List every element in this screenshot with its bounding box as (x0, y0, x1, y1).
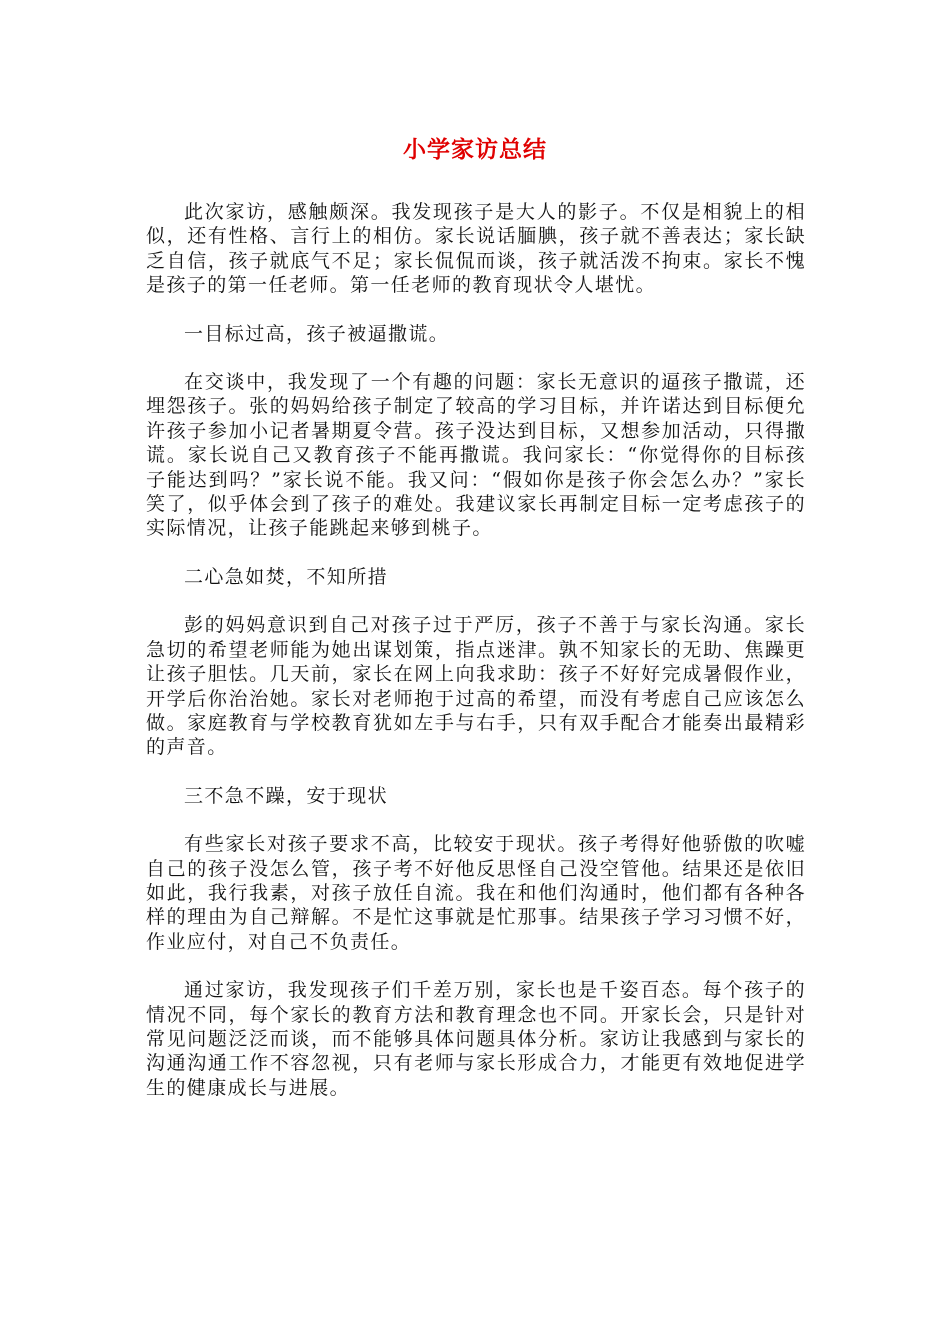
paragraph-intro: 此次家访，感触颇深。我发现孩子是大人的影子。不仅是相貌上的相似，还有性格、言行上的相仿。家长说话腼腆，孩子就不善表达；家长缺乏自信，孩子就底气不足；家长侃侃而谈，孩子就活泼不拘束。家长不愧是孩子的第一任老师。第一任老师的教育现状令人堪忧。 (146, 201, 806, 297)
paragraph-section-2: 彭的妈妈意识到自己对孩子过于严厉，孩子不善于与家长沟通。家长急切的希望老师能为她出谋划策，指点迷津。孰不知家长的无助、焦躁更让孩子胆怯。几天前，家长在网上向我求助：孩子不好好完成暑假作业，开学后你治治她。家长对老师抱于过高的希望，而没有考虑自己应该怎么做。家庭教育与学校教育犹如左手与右手，只有双手配合才能奏出最精彩的声音。 (146, 614, 806, 759)
paragraph-conclusion: 通过家访，我发现孩子们千差万别，家长也是千姿百态。每个孩子的情况不同，每个家长的教育方法和教育理念也不同。开家长会，只是针对常见问题泛泛而谈，而不能够具体问题具体分析。家访让我感到与家长的沟通沟通工作不容忽视，只有老师与家长形成合力，才能更有效地促进学生的健康成长与进展。 (146, 979, 806, 1099)
section-heading-1: 一目标过高，孩子被逼撒谎。 (184, 322, 450, 345)
page-title: 小学家访总结 (403, 137, 547, 163)
section-heading-2: 二心急如焚，不知所措 (184, 565, 389, 588)
section-heading-3: 三不急不躁，安于现状 (184, 784, 389, 807)
paragraph-section-1: 在交谈中，我发现了一个有趣的问题：家长无意识的逼孩子撒谎，还埋怨孩子。张的妈妈给孩子制定了较高的学习目标，并许诺达到目标便允许孩子参加小记者暑期夏令营。孩子没达到目标，又想参加活动，只得撒谎。家长说自己又教育孩子不能再撒谎。我问家长：“你觉得你的目标孩子能达到吗？”家长说不能。我又问：“假如你是孩子你会怎么办？”家长笑了，似乎体会到了孩子的难处。我建议家长再制定目标一定考虑孩子的实际情况，让孩子能跳起来够到桃子。 (146, 371, 806, 540)
document-body (146, 200, 806, 1124)
paragraph-section-3: 有些家长对孩子要求不高，比较安于现状。孩子考得好他骄傲的吹嘘自己的孩子没怎么管，孩子考不好他反思怪自己没空管他。结果还是依旧如此，我行我素，对孩子放任自流。我在和他们沟通时，他们都有各种各样的理由为自己辩解。不是忙这事就是忙那事。结果孩子学习习惯不好，作业应付，对自己不负责任。 (146, 833, 806, 953)
